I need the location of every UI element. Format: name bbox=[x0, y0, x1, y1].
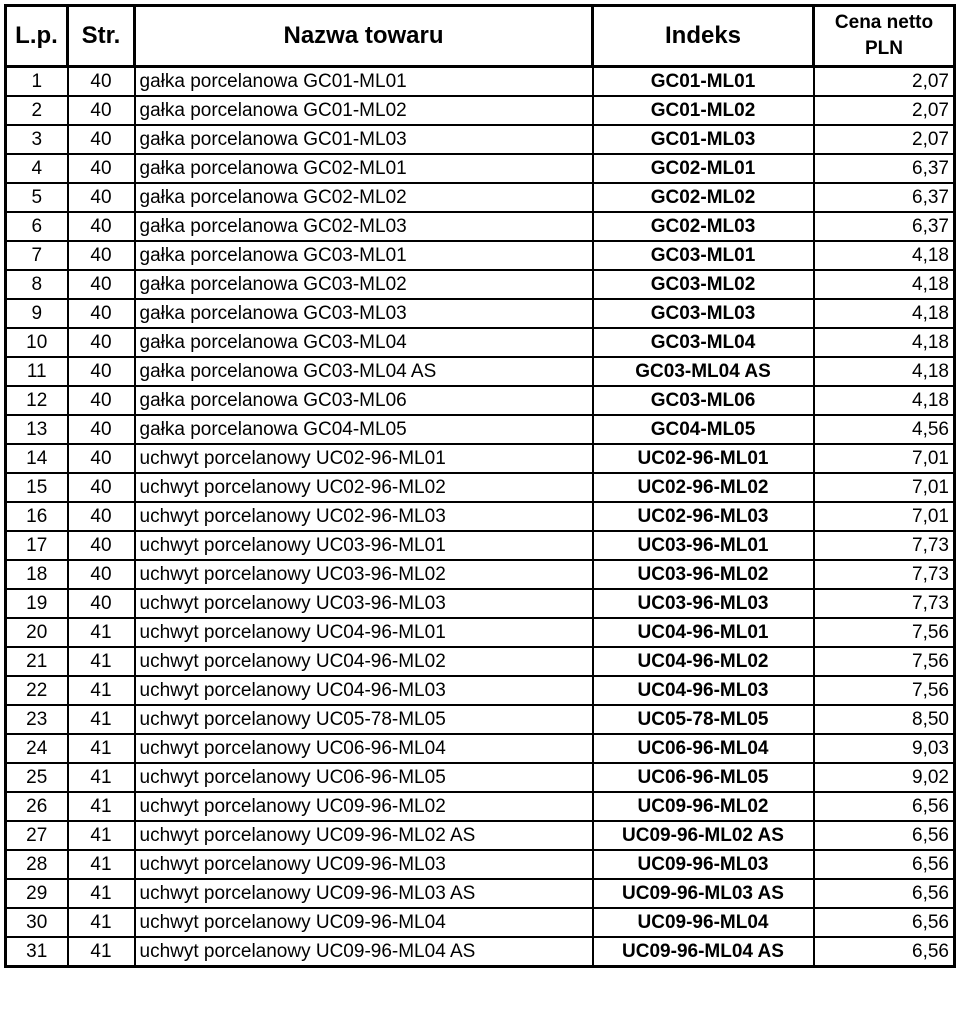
cell-product-index: GC02-ML01 bbox=[593, 154, 814, 183]
cell-lp: 19 bbox=[6, 589, 68, 618]
table-row bbox=[6, 154, 955, 183]
cell-net-price: 4,56 bbox=[814, 415, 955, 444]
price-list-sheet bbox=[4, 4, 953, 968]
cell-product-name: gałka porcelanowa GC03-ML06 bbox=[135, 386, 593, 415]
cell-product-index: UC04-96-ML01 bbox=[593, 618, 814, 647]
cell-product-index: UC09-96-ML04 bbox=[593, 908, 814, 937]
cell-page: 41 bbox=[68, 705, 135, 734]
header-row bbox=[6, 6, 955, 67]
cell-net-price: 4,18 bbox=[814, 299, 955, 328]
cell-product-name: uchwyt porcelanowy UC05-78-ML05 bbox=[135, 705, 593, 734]
cell-product-name: uchwyt porcelanowy UC04-96-ML01 bbox=[135, 618, 593, 647]
cell-product-name: gałka porcelanowa GC01-ML03 bbox=[135, 125, 593, 154]
table-row bbox=[6, 473, 955, 502]
cell-page: 40 bbox=[68, 212, 135, 241]
cell-page: 40 bbox=[68, 96, 135, 125]
cell-product-name: uchwyt porcelanowy UC09-96-ML04 AS bbox=[135, 937, 593, 967]
cell-lp: 24 bbox=[6, 734, 68, 763]
table-row bbox=[6, 386, 955, 415]
cell-product-name: uchwyt porcelanowy UC09-96-ML04 bbox=[135, 908, 593, 937]
cell-lp: 31 bbox=[6, 937, 68, 967]
cell-product-name: gałka porcelanowa GC01-ML02 bbox=[135, 96, 593, 125]
cell-net-price: 9,03 bbox=[814, 734, 955, 763]
cell-product-name: gałka porcelanowa GC03-ML02 bbox=[135, 270, 593, 299]
table-row bbox=[6, 618, 955, 647]
cell-lp: 10 bbox=[6, 328, 68, 357]
cell-product-name: uchwyt porcelanowy UC06-96-ML04 bbox=[135, 734, 593, 763]
cell-lp: 15 bbox=[6, 473, 68, 502]
cell-product-index: GC03-ML02 bbox=[593, 270, 814, 299]
cell-net-price: 6,56 bbox=[814, 908, 955, 937]
cell-lp: 17 bbox=[6, 531, 68, 560]
cell-page: 41 bbox=[68, 734, 135, 763]
cell-lp: 22 bbox=[6, 676, 68, 705]
cell-page: 41 bbox=[68, 618, 135, 647]
cell-net-price: 4,18 bbox=[814, 270, 955, 299]
cell-net-price: 7,56 bbox=[814, 618, 955, 647]
cell-net-price: 2,07 bbox=[814, 125, 955, 154]
cell-product-name: gałka porcelanowa GC02-ML03 bbox=[135, 212, 593, 241]
cell-product-index: UC02-96-ML03 bbox=[593, 502, 814, 531]
cell-lp: 4 bbox=[6, 154, 68, 183]
cell-product-name: uchwyt porcelanowy UC09-96-ML02 bbox=[135, 792, 593, 821]
cell-net-price: 4,18 bbox=[814, 328, 955, 357]
cell-net-price: 2,07 bbox=[814, 67, 955, 97]
cell-product-name: uchwyt porcelanowy UC04-96-ML02 bbox=[135, 647, 593, 676]
table-row bbox=[6, 357, 955, 386]
cell-page: 41 bbox=[68, 792, 135, 821]
cell-net-price: 4,18 bbox=[814, 386, 955, 415]
cell-product-index: GC04-ML05 bbox=[593, 415, 814, 444]
cell-product-index: GC03-ML04 AS bbox=[593, 357, 814, 386]
table-row bbox=[6, 763, 955, 792]
cell-page: 41 bbox=[68, 908, 135, 937]
table-row bbox=[6, 444, 955, 473]
cell-product-name: gałka porcelanowa GC03-ML04 bbox=[135, 328, 593, 357]
cell-lp: 23 bbox=[6, 705, 68, 734]
cell-net-price: 7,73 bbox=[814, 560, 955, 589]
cell-page: 40 bbox=[68, 183, 135, 212]
cell-net-price: 7,73 bbox=[814, 589, 955, 618]
cell-product-index: UC03-96-ML03 bbox=[593, 589, 814, 618]
cell-product-index: UC03-96-ML02 bbox=[593, 560, 814, 589]
cell-page: 40 bbox=[68, 154, 135, 183]
cell-lp: 5 bbox=[6, 183, 68, 212]
cell-page: 40 bbox=[68, 444, 135, 473]
cell-product-index: UC03-96-ML01 bbox=[593, 531, 814, 560]
table-row bbox=[6, 212, 955, 241]
table-body bbox=[6, 67, 955, 967]
table-row bbox=[6, 850, 955, 879]
cell-page: 41 bbox=[68, 879, 135, 908]
table-row bbox=[6, 67, 955, 97]
cell-product-index: GC03-ML01 bbox=[593, 241, 814, 270]
cell-lp: 12 bbox=[6, 386, 68, 415]
cell-page: 41 bbox=[68, 676, 135, 705]
cell-lp: 6 bbox=[6, 212, 68, 241]
table-row bbox=[6, 328, 955, 357]
cell-page: 40 bbox=[68, 473, 135, 502]
cell-lp: 28 bbox=[6, 850, 68, 879]
cell-product-name: uchwyt porcelanowy UC02-96-ML03 bbox=[135, 502, 593, 531]
cell-net-price: 9,02 bbox=[814, 763, 955, 792]
header-index: Indeks bbox=[593, 6, 814, 67]
cell-product-index: GC01-ML02 bbox=[593, 96, 814, 125]
cell-product-name: uchwyt porcelanowy UC04-96-ML03 bbox=[135, 676, 593, 705]
table-row bbox=[6, 705, 955, 734]
table-row bbox=[6, 183, 955, 212]
cell-net-price: 6,37 bbox=[814, 212, 955, 241]
cell-page: 40 bbox=[68, 241, 135, 270]
table-row bbox=[6, 821, 955, 850]
table-row bbox=[6, 908, 955, 937]
cell-product-name: gałka porcelanowa GC02-ML01 bbox=[135, 154, 593, 183]
cell-page: 41 bbox=[68, 647, 135, 676]
cell-product-name: gałka porcelanowa GC03-ML04 AS bbox=[135, 357, 593, 386]
cell-lp: 9 bbox=[6, 299, 68, 328]
cell-page: 41 bbox=[68, 937, 135, 967]
cell-net-price: 6,56 bbox=[814, 937, 955, 967]
cell-net-price: 7,01 bbox=[814, 473, 955, 502]
cell-page: 40 bbox=[68, 502, 135, 531]
cell-product-name: uchwyt porcelanowy UC09-96-ML03 AS bbox=[135, 879, 593, 908]
table-row bbox=[6, 734, 955, 763]
cell-product-name: uchwyt porcelanowy UC03-96-ML02 bbox=[135, 560, 593, 589]
price-table bbox=[4, 4, 956, 968]
table-row bbox=[6, 937, 955, 967]
cell-page: 40 bbox=[68, 270, 135, 299]
cell-page: 40 bbox=[68, 299, 135, 328]
cell-lp: 7 bbox=[6, 241, 68, 270]
cell-page: 40 bbox=[68, 589, 135, 618]
header-price bbox=[814, 6, 955, 67]
table-header bbox=[6, 6, 955, 67]
cell-lp: 13 bbox=[6, 415, 68, 444]
cell-product-index: GC03-ML03 bbox=[593, 299, 814, 328]
table-row bbox=[6, 560, 955, 589]
cell-product-name: gałka porcelanowa GC03-ML01 bbox=[135, 241, 593, 270]
cell-product-name: gałka porcelanowa GC02-ML02 bbox=[135, 183, 593, 212]
cell-product-index: UC06-96-ML04 bbox=[593, 734, 814, 763]
cell-page: 40 bbox=[68, 531, 135, 560]
table-row bbox=[6, 299, 955, 328]
cell-product-index: GC02-ML02 bbox=[593, 183, 814, 212]
cell-page: 40 bbox=[68, 415, 135, 444]
table-row bbox=[6, 96, 955, 125]
cell-page: 40 bbox=[68, 67, 135, 97]
cell-lp: 3 bbox=[6, 125, 68, 154]
cell-product-index: GC01-ML03 bbox=[593, 125, 814, 154]
cell-page: 41 bbox=[68, 821, 135, 850]
cell-lp: 27 bbox=[6, 821, 68, 850]
cell-product-index: UC09-96-ML03 bbox=[593, 850, 814, 879]
header-page: Str. bbox=[68, 6, 135, 67]
cell-product-name: uchwyt porcelanowy UC09-96-ML03 bbox=[135, 850, 593, 879]
cell-net-price: 7,73 bbox=[814, 531, 955, 560]
cell-page: 40 bbox=[68, 357, 135, 386]
cell-net-price: 6,37 bbox=[814, 154, 955, 183]
cell-product-index: GC01-ML01 bbox=[593, 67, 814, 97]
cell-net-price: 6,56 bbox=[814, 821, 955, 850]
table-row bbox=[6, 676, 955, 705]
cell-product-index: GC03-ML06 bbox=[593, 386, 814, 415]
cell-product-name: uchwyt porcelanowy UC02-96-ML02 bbox=[135, 473, 593, 502]
cell-lp: 29 bbox=[6, 879, 68, 908]
cell-page: 40 bbox=[68, 328, 135, 357]
cell-page: 40 bbox=[68, 125, 135, 154]
table-row bbox=[6, 415, 955, 444]
cell-product-name: uchwyt porcelanowy UC09-96-ML02 AS bbox=[135, 821, 593, 850]
cell-lp: 20 bbox=[6, 618, 68, 647]
cell-net-price: 7,56 bbox=[814, 676, 955, 705]
cell-product-name: gałka porcelanowa GC01-ML01 bbox=[135, 67, 593, 97]
cell-product-name: gałka porcelanowa GC04-ML05 bbox=[135, 415, 593, 444]
cell-net-price: 8,50 bbox=[814, 705, 955, 734]
header-lp: L.p. bbox=[6, 6, 68, 67]
cell-page: 41 bbox=[68, 763, 135, 792]
cell-net-price: 2,07 bbox=[814, 96, 955, 125]
cell-net-price: 6,37 bbox=[814, 183, 955, 212]
table-row bbox=[6, 241, 955, 270]
table-row bbox=[6, 879, 955, 908]
table-row bbox=[6, 270, 955, 299]
cell-page: 41 bbox=[68, 850, 135, 879]
cell-product-name: uchwyt porcelanowy UC06-96-ML05 bbox=[135, 763, 593, 792]
cell-lp: 14 bbox=[6, 444, 68, 473]
cell-net-price: 6,56 bbox=[814, 792, 955, 821]
cell-product-name: gałka porcelanowa GC03-ML03 bbox=[135, 299, 593, 328]
header-price-line2: PLN bbox=[865, 38, 903, 59]
cell-net-price: 7,01 bbox=[814, 502, 955, 531]
cell-net-price: 7,56 bbox=[814, 647, 955, 676]
table-row bbox=[6, 125, 955, 154]
cell-lp: 11 bbox=[6, 357, 68, 386]
cell-lp: 26 bbox=[6, 792, 68, 821]
cell-product-index: UC09-96-ML04 AS bbox=[593, 937, 814, 967]
cell-lp: 1 bbox=[6, 67, 68, 97]
cell-net-price: 4,18 bbox=[814, 357, 955, 386]
cell-product-index: UC02-96-ML02 bbox=[593, 473, 814, 502]
cell-product-index: UC09-96-ML02 AS bbox=[593, 821, 814, 850]
cell-product-index: UC02-96-ML01 bbox=[593, 444, 814, 473]
cell-lp: 16 bbox=[6, 502, 68, 531]
table-row bbox=[6, 792, 955, 821]
cell-lp: 8 bbox=[6, 270, 68, 299]
cell-lp: 21 bbox=[6, 647, 68, 676]
cell-product-index: UC09-96-ML02 bbox=[593, 792, 814, 821]
cell-page: 40 bbox=[68, 560, 135, 589]
cell-lp: 2 bbox=[6, 96, 68, 125]
cell-product-index: UC06-96-ML05 bbox=[593, 763, 814, 792]
cell-product-index: GC02-ML03 bbox=[593, 212, 814, 241]
header-name: Nazwa towaru bbox=[135, 6, 593, 67]
cell-product-index: UC04-96-ML02 bbox=[593, 647, 814, 676]
cell-product-index: UC09-96-ML03 AS bbox=[593, 879, 814, 908]
cell-product-index: UC04-96-ML03 bbox=[593, 676, 814, 705]
table-row bbox=[6, 531, 955, 560]
cell-lp: 18 bbox=[6, 560, 68, 589]
cell-net-price: 6,56 bbox=[814, 850, 955, 879]
table-row bbox=[6, 589, 955, 618]
header-price-line1: Cena netto bbox=[834, 12, 934, 33]
cell-product-name: uchwyt porcelanowy UC02-96-ML01 bbox=[135, 444, 593, 473]
cell-net-price: 7,01 bbox=[814, 444, 955, 473]
cell-net-price: 4,18 bbox=[814, 241, 955, 270]
cell-net-price: 6,56 bbox=[814, 879, 955, 908]
cell-lp: 25 bbox=[6, 763, 68, 792]
cell-page: 40 bbox=[68, 386, 135, 415]
cell-product-index: GC03-ML04 bbox=[593, 328, 814, 357]
cell-product-name: uchwyt porcelanowy UC03-96-ML03 bbox=[135, 589, 593, 618]
cell-lp: 30 bbox=[6, 908, 68, 937]
cell-product-name: uchwyt porcelanowy UC03-96-ML01 bbox=[135, 531, 593, 560]
cell-product-index: UC05-78-ML05 bbox=[593, 705, 814, 734]
table-row bbox=[6, 647, 955, 676]
table-row bbox=[6, 502, 955, 531]
